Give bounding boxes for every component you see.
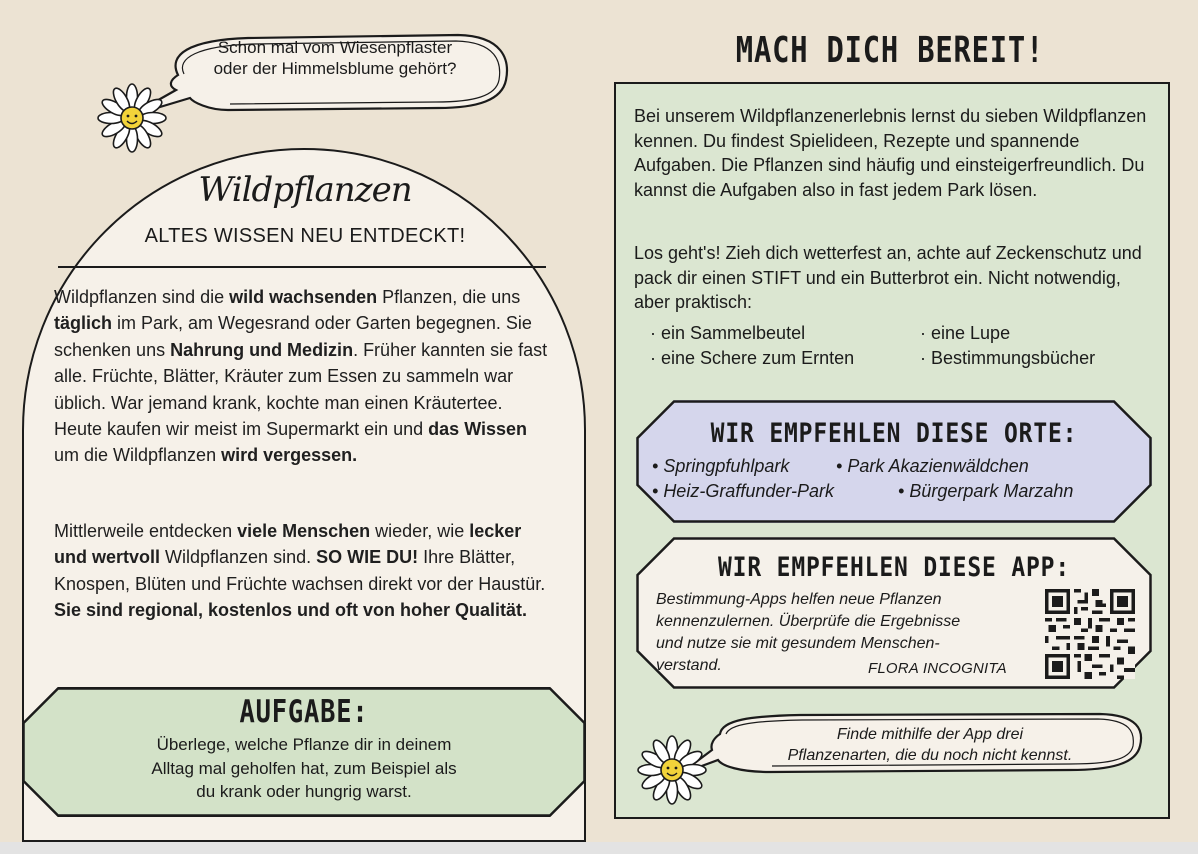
place-item: • Bürgerpark Marzahn [898, 479, 1073, 504]
bubble-line-2: oder der Himmelsblume gehört? [213, 59, 457, 78]
items-list-right [920, 321, 1095, 370]
app-line-3: und nutze sie mit gesundem Menschen- [656, 635, 940, 652]
list-item: · Bestimmungsbücher [920, 346, 1095, 371]
intro-paragraph: Wildpflanzen sind die wild wachsenden Pflanzen, die uns täglich im Park, am Wegesrand oder Garten begegnen. Sie schenken uns Nahrung und Medizin. Früher kannten sie fast alle. Früchte, Blätter, Kräuter zum Essen zu sammeln war üblich. War jemand krank, kochte man einen Kräutertee. Heute kaufen wir meist im Supermarkt ein und das Wissen um die Wildpflanzen wird vergessen. [54, 287, 548, 466]
emphasis-text: täglich [54, 313, 113, 334]
task-text [22, 733, 586, 804]
emphasis-text: Nahrung und Medizin [170, 339, 354, 360]
bubble-text-top-left [170, 37, 500, 79]
app-line-4: verstand. [656, 657, 722, 674]
bottom-strip [0, 842, 1198, 854]
right-title: MACH DICH BEREIT! [735, 30, 1045, 71]
place-item: • Park Akazienwäldchen [836, 454, 1073, 479]
bubble-line-1: Finde mithilfe der App drei [836, 726, 1024, 743]
second-paragraph: Mittlerweile entdecken viele Menschen wieder, wie lecker und wertvoll Wildpflanzen sind. SO WIE DU! Ihre Blätter, Knospen, Blüten und Früchte wachsen direkt vor der Haustür. Sie sind regional, kostenlos und oft von hoher Qualität. [54, 521, 546, 621]
emphasis-text: SO WIE DU! [316, 547, 419, 568]
app-title: WIR EMPFEHLEN DIESE APP: [717, 552, 1071, 583]
bubble-line-2: Pflanzenarten, die du noch nicht kennst. [787, 747, 1073, 764]
emphasis-text: wild wachsenden [229, 287, 378, 307]
app-line-2: kennenzulernen. Überprüfe die Ergebnisse [656, 613, 961, 630]
list-item: · eine Schere zum Ernten [650, 346, 854, 371]
list-item: · eine Lupe [920, 321, 1095, 346]
task-line-2: Alltag mal geholfen hat, zum Beispiel als [151, 758, 457, 778]
daisy-smiley-icon [96, 82, 168, 154]
subtitle: ALTES WISSEN NEU ENTDECKT! [144, 225, 466, 247]
right-paragraph-1: Bei unserem Wildpflanzenerlebnis lernst du sieben Wildpflanzen kennen. Du findest Spielideen, Rezepte und spannende Aufgaben. Die Pflanzen sind häufig und einsteigerfreundlich. Du kannst die Aufgaben also in fast jedem Park lösen. [634, 106, 1147, 200]
place-item: • Springpfuhlpark [652, 454, 834, 479]
divider [58, 266, 546, 268]
emphasis-text: Sie sind regional, kostenlos und oft von hoher Qualität. [54, 600, 528, 621]
place-item: • Heiz-Graffunder-Park [652, 479, 834, 504]
qr-code-icon[interactable] [1044, 589, 1136, 679]
task-line-3: du krank oder hungrig warst. [196, 782, 412, 801]
emphasis-text: wird vergessen. [221, 445, 358, 466]
emphasis-text: lecker und wertvoll [54, 521, 522, 568]
bubble-line-1: Schon mal vom Wiesenpflaster [217, 38, 453, 57]
bubble-text-bottom-right [720, 724, 1140, 766]
right-paragraph-2: Los geht's! Zieh dich wetterfest an, achte auf Zeckenschutz und pack dir einen STIFT und ein Butterbrot ein. Nicht notwendig, aber praktisch: [634, 243, 1142, 312]
daisy-smiley-icon [636, 734, 708, 806]
emphasis-text: viele Menschen [237, 521, 371, 541]
wildpflanzen-title: Wildpflanzen [198, 170, 412, 210]
app-name: FLORA INCOGNITA [868, 660, 1007, 677]
places-list-left [652, 454, 834, 503]
list-item: · ein Sammelbeutel [650, 321, 854, 346]
places-title: WIR EMPFEHLEN DIESE ORTE: [710, 418, 1078, 449]
task-title: AUFGABE: [239, 694, 369, 730]
places-list-right [836, 454, 1073, 503]
task-line-1: Überlege, welche Pflanze dir in deinem [156, 735, 452, 754]
app-line-1: Bestimmung-Apps helfen neue Pflanzen [656, 591, 942, 608]
items-list-left [650, 321, 854, 370]
emphasis-text: das Wissen [428, 419, 528, 440]
